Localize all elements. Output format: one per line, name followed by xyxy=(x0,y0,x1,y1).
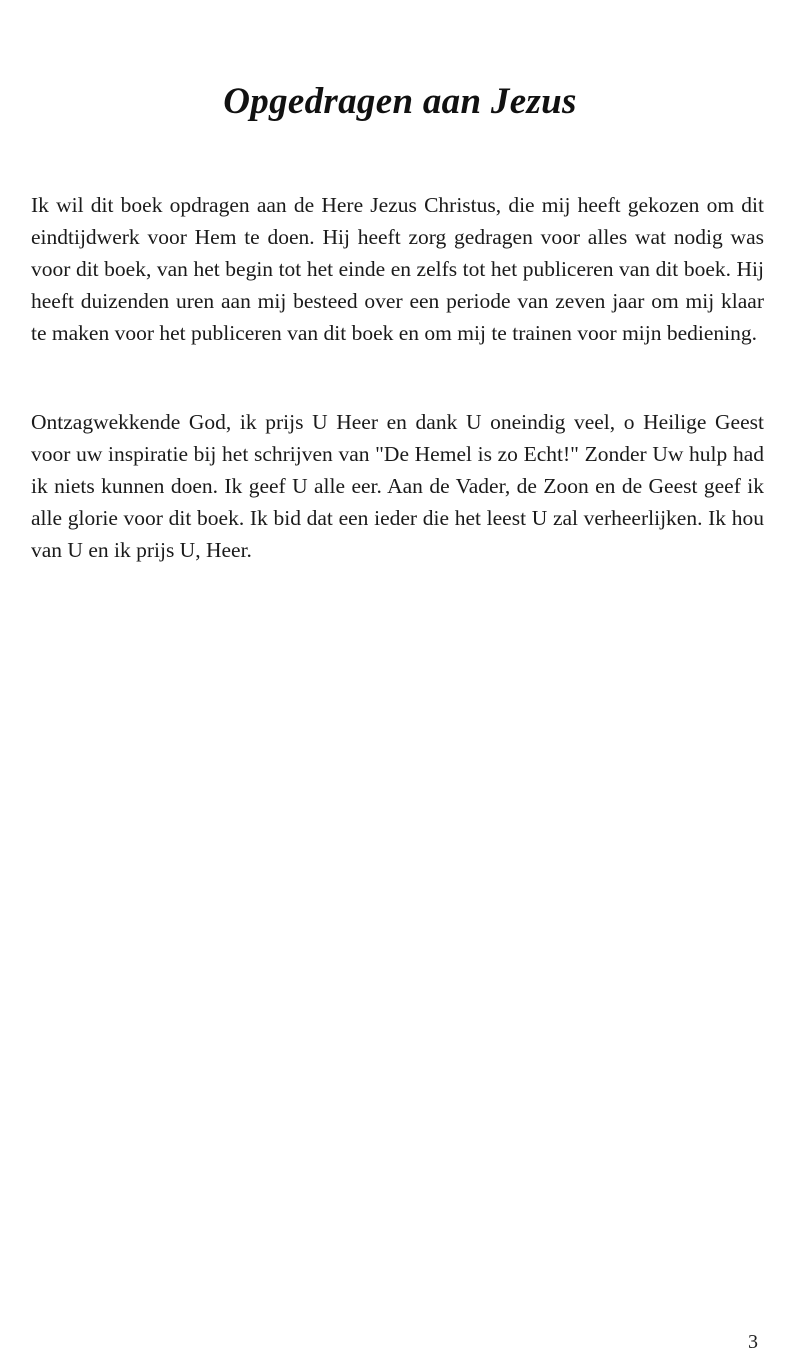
page-title: Opgedragen aan Jezus xyxy=(223,81,577,122)
dedication-paragraph-1: Ik wil dit boek opdragen aan de Here Jezus Christus, die mij heeft gekozen om dit eindtijdwerk voor Hem te doen. Hij heeft zorg gedragen voor alles wat nodig was voor dit boek, van het begin tot het einde en zelfs tot het publiceren van dit boek. Hij heeft duizenden uren aan mij besteed over een periode van zeven jaar om mij klaar te maken voor het publiceren van dit boek en om mij te trainen voor mijn bediening. xyxy=(31,193,764,345)
page-number: 3 xyxy=(748,1331,758,1353)
dedication-paragraph-2: Ontzagwekkende God, ik prijs U Heer en dank U oneindig veel, o Heilige Geest voor uw inspiratie bij het schrijven van "De Hemel is zo Echt!" Zonder Uw hulp had ik niets kunnen doen. Ik geef U alle eer. Aan de Vader, de Zoon en de Geest geef ik alle glorie voor dit boek. Ik bid dat een ieder die het leest U zal verheerlijken. Ik hou van U en ik prijs U, Heer. xyxy=(31,410,764,562)
